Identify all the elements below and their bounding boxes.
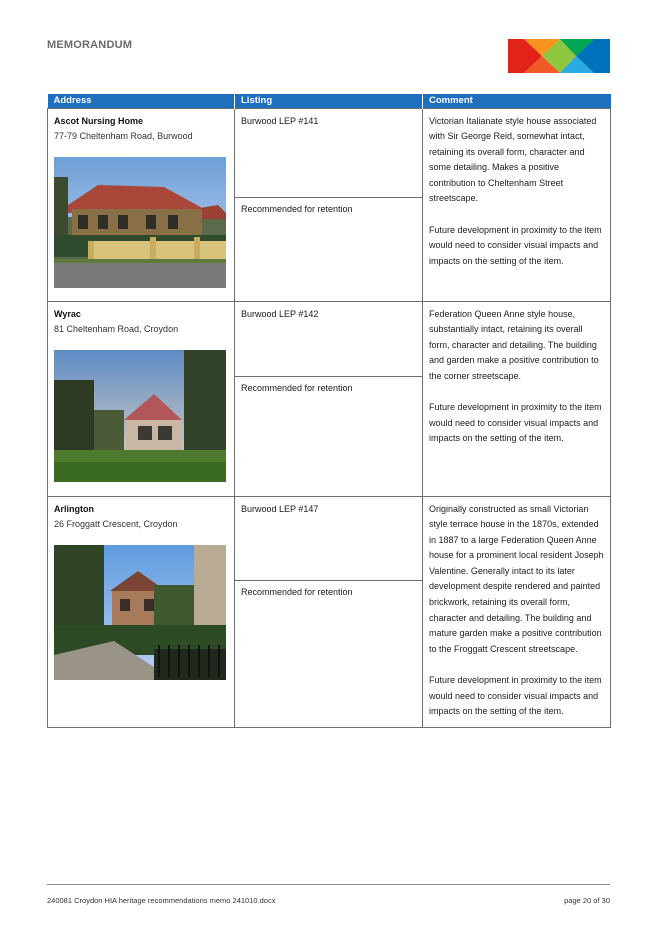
item-name: Arlington [54,503,94,514]
footer-divider [47,884,610,885]
footer-filename: 240081 Croydon HIA heritage recommendations memo 241010.docx [47,896,276,905]
listing-cell [235,301,423,496]
column-header-listing: Listing [235,94,423,108]
page-number: page 20 of 30 [564,896,610,905]
wyrac-house-photo [54,350,226,482]
table-row [48,301,611,496]
comment-cell [423,496,611,727]
listing-cell [235,496,423,727]
table-row [48,496,611,727]
item-address: 77-79 Cheltenham Road, Burwood [54,131,193,142]
comment-cell [423,301,611,496]
listing-cell [235,108,423,301]
arlington-house-photo [54,545,226,680]
listing-number: Burwood LEP #141 [235,109,422,198]
listing-number: Burwood LEP #142 [235,302,422,377]
item-address: 26 Froggatt Crescent, Croydon [54,519,178,530]
memo-title: MEMORANDUM [47,39,133,51]
comment-cell [423,108,611,301]
column-header-address: Address [48,94,235,108]
company-logo [508,39,610,73]
listing-number: Burwood LEP #147 [235,497,422,581]
comment-paragraph: Federation Queen Anne style house, substantially intact, retaining its overall form, character and detailing. The building and garden make a positive contribution to the corner streetscape. [429,308,599,381]
item-name: Wyrac [54,308,81,319]
column-header-comment: Comment [423,94,611,108]
comment-paragraph: Victorian Italianate style house associated with Sir George Reid, somewhat intact, retaining its overall form, character and some detailing. Makes a positive contribution to Cheltenham Street streetscape. [429,115,597,204]
heritage-items-table [47,94,611,728]
address-cell [48,108,235,301]
comment-paragraph: Future development in proximity to the item would need to consider visual impacts and impacts on the setting of the item. [429,675,602,717]
comment-paragraph: Originally constructed as small Victorian style terrace house in the 1870s, extended in 1887 to a large Federation Queen Anne house for a prominent local resident Joseph Valentine. Generally intact to its later development despite rendered and painted brickwork, retaining its overall form, character and detailing. The building and mature garden make a positive contribution to the Froggatt Crescent streetscape. [429,503,604,654]
recommendation-text: Recommended for retention [241,382,353,393]
recommendation-text: Recommended for retention [241,586,353,597]
recommendation-text: Recommended for retention [241,203,353,214]
address-cell [48,301,235,496]
comment-paragraph: Future development in proximity to the item would need to consider visual impacts and impacts on the setting of the item. [429,402,602,444]
table-header-row [48,94,611,108]
table-row [48,108,611,301]
address-cell [48,496,235,727]
comment-paragraph: Future development in proximity to the item would need to consider visual impacts and impacts on the setting of the item. [429,224,602,266]
item-name: Ascot Nursing Home [54,115,144,126]
item-address: 81 Cheltenham Road, Croydon [54,324,179,335]
ascot-nursing-home-photo [54,157,226,288]
